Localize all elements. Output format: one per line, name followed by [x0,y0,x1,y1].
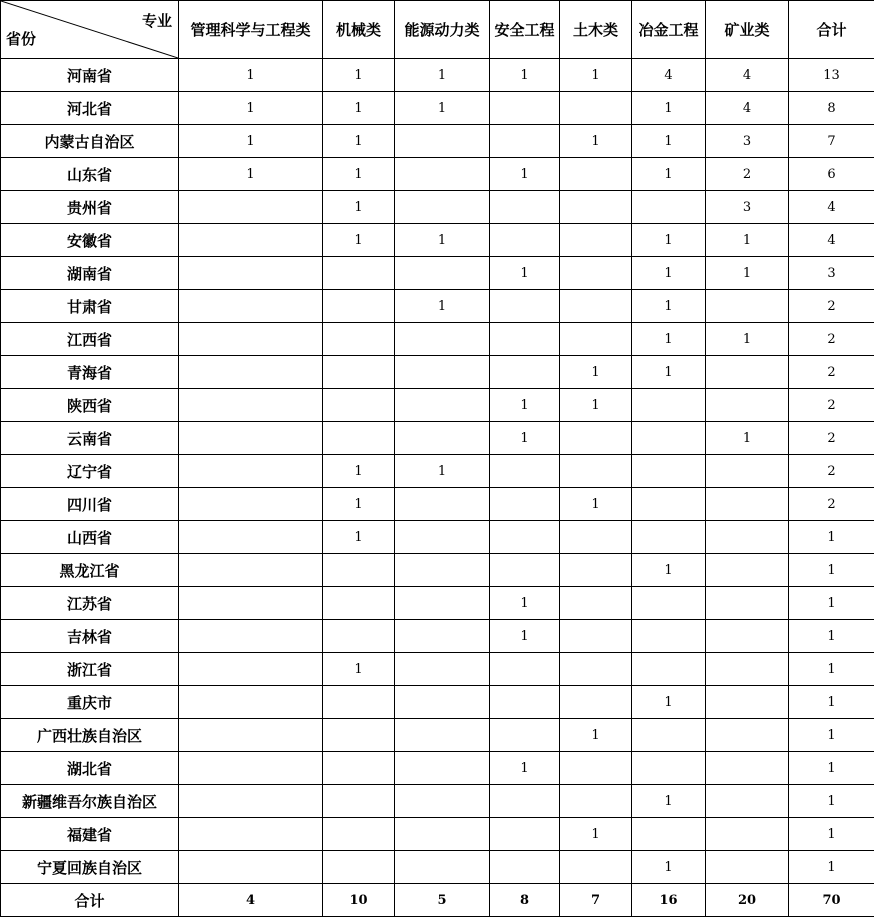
value-cell [632,455,706,488]
value-cell: 1 [706,257,789,290]
value-cell [560,257,632,290]
value-cell [490,851,560,884]
value-cell [706,488,789,521]
value-cell: 1 [323,521,395,554]
value-cell [706,620,789,653]
province-cell: 山西省 [1,521,179,554]
value-cell [560,158,632,191]
value-cell [323,356,395,389]
table-row [1,488,874,521]
value-cell [323,422,395,455]
table-row [1,719,874,752]
value-cell [706,554,789,587]
value-cell: 1 [323,455,395,488]
table-row [1,191,874,224]
value-cell: 3 [706,125,789,158]
column-header: 管理科学与工程类 [179,1,323,59]
value-cell [490,521,560,554]
value-cell [395,158,490,191]
value-cell: 1 [560,488,632,521]
total-cell: 20 [706,884,789,917]
province-cell: 湖北省 [1,752,179,785]
province-cell: 江西省 [1,323,179,356]
value-cell [490,818,560,851]
table-row [1,323,874,356]
value-cell: 1 [560,59,632,92]
province-cell: 黑龙江省 [1,554,179,587]
table-row [1,521,874,554]
value-cell [323,554,395,587]
row-total-cell: 1 [789,818,874,851]
row-total-cell: 2 [789,488,874,521]
value-cell [706,785,789,818]
value-cell [395,125,490,158]
value-cell [560,653,632,686]
value-cell: 1 [632,125,706,158]
value-cell: 1 [490,158,560,191]
value-cell [560,422,632,455]
value-cell: 1 [706,422,789,455]
value-cell: 1 [632,785,706,818]
value-cell: 1 [632,92,706,125]
value-cell [706,389,789,422]
value-cell [490,686,560,719]
value-cell [395,752,490,785]
value-cell [179,587,323,620]
row-total-cell: 2 [789,323,874,356]
value-cell: 1 [490,59,560,92]
value-cell [490,554,560,587]
value-cell [179,257,323,290]
row-total-cell: 1 [789,587,874,620]
value-cell [395,488,490,521]
value-cell [632,587,706,620]
row-total-cell: 1 [789,752,874,785]
province-cell: 吉林省 [1,620,179,653]
value-cell [706,455,789,488]
value-cell: 1 [490,620,560,653]
total-cell: 10 [323,884,395,917]
table-row [1,125,874,158]
value-cell: 1 [323,125,395,158]
value-cell: 4 [706,59,789,92]
value-cell [395,719,490,752]
value-cell [179,719,323,752]
value-cell [395,191,490,224]
value-cell [632,191,706,224]
province-cell: 安徽省 [1,224,179,257]
value-cell: 4 [632,59,706,92]
value-cell [632,488,706,521]
province-cell: 贵州省 [1,191,179,224]
row-total-cell: 1 [789,686,874,719]
value-cell [395,257,490,290]
row-total-cell: 6 [789,158,874,191]
row-total-cell: 2 [789,356,874,389]
value-cell [395,389,490,422]
province-cell: 宁夏回族自治区 [1,851,179,884]
value-cell [179,224,323,257]
value-cell: 1 [323,191,395,224]
row-total-cell: 2 [789,422,874,455]
column-header: 能源动力类 [395,1,490,59]
total-cell: 8 [490,884,560,917]
value-cell [179,686,323,719]
corner-label-province: 省份 [6,28,36,49]
value-cell [490,455,560,488]
value-cell [395,818,490,851]
value-cell [179,752,323,785]
corner-header-cell [1,1,179,59]
value-cell [632,521,706,554]
table-row [1,92,874,125]
value-cell [632,653,706,686]
value-cell [560,521,632,554]
value-cell [632,719,706,752]
value-cell [560,191,632,224]
value-cell [395,422,490,455]
value-cell [179,785,323,818]
table-row [1,389,874,422]
value-cell [560,290,632,323]
value-cell: 1 [632,356,706,389]
value-cell [632,818,706,851]
table-row [1,851,874,884]
value-cell: 1 [490,587,560,620]
value-cell [706,653,789,686]
totals-row [1,884,874,917]
value-cell [706,752,789,785]
value-cell: 1 [706,224,789,257]
value-cell [706,521,789,554]
value-cell: 1 [395,224,490,257]
value-cell [179,356,323,389]
total-cell: 7 [560,884,632,917]
value-cell [179,851,323,884]
row-total-cell: 13 [789,59,874,92]
value-cell: 1 [560,818,632,851]
value-cell [323,719,395,752]
table-row [1,158,874,191]
value-cell: 1 [560,125,632,158]
value-cell [179,389,323,422]
value-cell [179,455,323,488]
value-cell: 1 [632,554,706,587]
value-cell: 1 [395,92,490,125]
table-row [1,554,874,587]
province-cell: 湖南省 [1,257,179,290]
value-cell [179,620,323,653]
value-cell [323,257,395,290]
value-cell [179,323,323,356]
value-cell [560,224,632,257]
value-cell [560,92,632,125]
corner-label-major: 专业 [142,10,172,31]
table-row [1,59,874,92]
value-cell: 1 [323,158,395,191]
value-cell: 1 [395,455,490,488]
province-cell: 福建省 [1,818,179,851]
value-cell [560,587,632,620]
value-cell [490,323,560,356]
table-row [1,752,874,785]
value-cell [490,224,560,257]
value-cell [179,422,323,455]
row-total-cell: 8 [789,92,874,125]
header-row [1,1,874,59]
value-cell [706,290,789,323]
table-row [1,257,874,290]
value-cell [395,686,490,719]
value-cell [323,785,395,818]
row-total-cell: 1 [789,653,874,686]
value-cell [395,587,490,620]
table-row [1,620,874,653]
province-cell: 江苏省 [1,587,179,620]
value-cell [395,323,490,356]
value-cell: 1 [323,92,395,125]
value-cell [706,356,789,389]
value-cell [560,686,632,719]
value-cell [560,785,632,818]
value-cell [395,851,490,884]
province-cell: 新疆维吾尔族自治区 [1,785,179,818]
row-total-cell: 1 [789,521,874,554]
value-cell [179,554,323,587]
province-cell: 内蒙古自治区 [1,125,179,158]
column-header: 土木类 [560,1,632,59]
row-total-cell: 4 [789,224,874,257]
province-cell: 广西壮族自治区 [1,719,179,752]
value-cell: 1 [323,59,395,92]
table-row [1,686,874,719]
value-cell: 1 [323,488,395,521]
value-cell [706,851,789,884]
value-cell: 1 [706,323,789,356]
value-cell: 1 [632,323,706,356]
value-cell [560,752,632,785]
value-cell [323,818,395,851]
total-cell: 4 [179,884,323,917]
row-total-cell: 1 [789,554,874,587]
value-cell: 1 [490,257,560,290]
value-cell [706,719,789,752]
column-header: 机械类 [323,1,395,59]
column-header: 矿业类 [706,1,789,59]
row-total-cell: 1 [789,719,874,752]
value-cell [323,851,395,884]
value-cell [179,488,323,521]
value-cell: 1 [632,851,706,884]
total-cell: 5 [395,884,490,917]
column-header-total: 合计 [789,1,874,59]
value-cell [323,620,395,653]
value-cell: 1 [632,224,706,257]
row-total-cell: 2 [789,290,874,323]
province-cell: 辽宁省 [1,455,179,488]
province-cell: 重庆市 [1,686,179,719]
value-cell [560,851,632,884]
value-cell: 1 [632,257,706,290]
value-cell [179,290,323,323]
value-cell: 1 [490,389,560,422]
row-total-cell: 7 [789,125,874,158]
value-cell [395,521,490,554]
province-cell: 河南省 [1,59,179,92]
column-header: 冶金工程 [632,1,706,59]
value-cell [490,125,560,158]
table-row [1,290,874,323]
value-cell [632,422,706,455]
column-header: 安全工程 [490,1,560,59]
value-cell: 1 [323,224,395,257]
value-cell [560,620,632,653]
value-cell: 4 [706,92,789,125]
value-cell: 1 [632,158,706,191]
value-cell [490,653,560,686]
value-cell: 1 [560,389,632,422]
table-row [1,224,874,257]
row-total-cell: 1 [789,620,874,653]
value-cell [490,719,560,752]
table-row [1,455,874,488]
province-cell: 四川省 [1,488,179,521]
province-cell: 山东省 [1,158,179,191]
value-cell [395,554,490,587]
value-cell [490,191,560,224]
province-cell: 陕西省 [1,389,179,422]
total-cell: 16 [632,884,706,917]
province-cell: 甘肃省 [1,290,179,323]
grand-total-cell: 70 [789,884,874,917]
value-cell [490,356,560,389]
value-cell [323,323,395,356]
row-total-cell: 1 [789,851,874,884]
value-cell [490,785,560,818]
value-cell: 3 [706,191,789,224]
value-cell: 1 [490,752,560,785]
totals-label: 合计 [1,884,179,917]
value-cell: 1 [560,719,632,752]
table-row [1,587,874,620]
value-cell [632,620,706,653]
value-cell [560,323,632,356]
value-cell: 1 [323,653,395,686]
row-total-cell: 2 [789,455,874,488]
value-cell [706,587,789,620]
table-body [1,59,874,884]
province-cell: 河北省 [1,92,179,125]
value-cell [395,620,490,653]
row-total-cell: 1 [789,785,874,818]
value-cell [323,587,395,620]
value-cell: 1 [560,356,632,389]
row-total-cell: 4 [789,191,874,224]
value-cell: 1 [632,290,706,323]
value-cell [395,653,490,686]
value-cell [179,653,323,686]
value-cell: 1 [179,158,323,191]
value-cell [706,686,789,719]
value-cell: 1 [179,125,323,158]
value-cell [179,521,323,554]
value-cell [179,818,323,851]
value-cell [395,356,490,389]
value-cell [323,290,395,323]
table-row [1,785,874,818]
table-row [1,818,874,851]
value-cell [490,488,560,521]
value-cell: 1 [179,59,323,92]
table-row [1,422,874,455]
value-cell [632,752,706,785]
table-row [1,653,874,686]
value-cell: 1 [179,92,323,125]
value-cell [323,752,395,785]
value-cell: 1 [490,422,560,455]
province-cell: 浙江省 [1,653,179,686]
value-cell [323,686,395,719]
province-cell: 云南省 [1,422,179,455]
value-cell: 1 [632,686,706,719]
value-cell [706,818,789,851]
value-cell [323,389,395,422]
value-cell [490,92,560,125]
province-cell: 青海省 [1,356,179,389]
value-cell: 1 [395,59,490,92]
value-cell: 2 [706,158,789,191]
table-row [1,356,874,389]
value-cell [632,389,706,422]
value-cell [560,455,632,488]
row-total-cell: 3 [789,257,874,290]
value-cell [395,785,490,818]
row-total-cell: 2 [789,389,874,422]
value-cell [490,290,560,323]
value-cell: 1 [395,290,490,323]
value-cell [560,554,632,587]
value-cell [179,191,323,224]
